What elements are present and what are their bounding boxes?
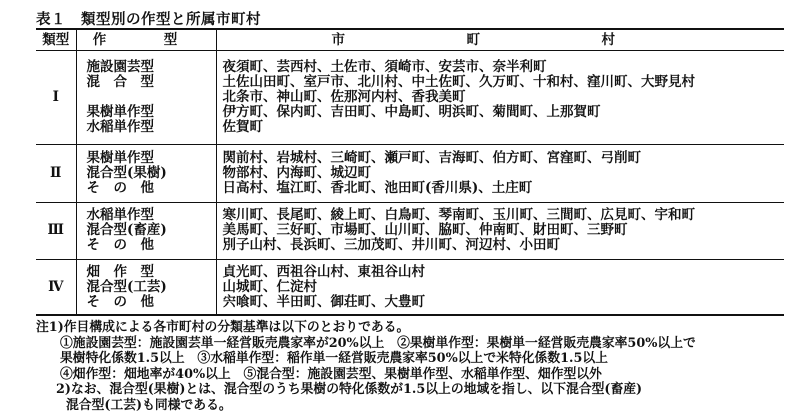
municipality-line: 物部村、内海町、城辺町 bbox=[222, 165, 371, 182]
table-title: 表１ 類型別の作型と所属市町村 bbox=[36, 11, 261, 28]
crop-line: 畑 作 型 bbox=[86, 263, 154, 280]
crop-cell bbox=[76, 260, 216, 315]
header-type: 類型 bbox=[36, 29, 76, 51]
group-row-2 bbox=[36, 145, 784, 202]
crop-line: 水稲単作型 bbox=[86, 119, 154, 136]
crop-line: 施設園芸型 bbox=[86, 59, 154, 76]
crop-line: そ の 他 bbox=[86, 237, 154, 254]
municipality-line: 北条市、神山町、佐那河内村、香我美町 bbox=[222, 89, 466, 106]
municipality-line: 宍喰町、半田町、御荘町、大豊町 bbox=[222, 293, 425, 310]
municipality-line: 佐賀町 bbox=[222, 119, 263, 136]
municipality-cell bbox=[216, 260, 784, 315]
crop-line: 果樹単作型 bbox=[86, 104, 154, 121]
crop-cell bbox=[76, 51, 216, 145]
footnote-line: 2)なお、混合型(果樹)とは、混合型のうち果樹の特化係数が1.5以上の地域を指し、以下混合型(畜産) bbox=[56, 382, 643, 398]
type-label: Ⅱ bbox=[36, 145, 76, 202]
municipality-line: 美馬町、三好町、市場町、山川町、脇町、仲南町、財田町、三野町 bbox=[222, 222, 628, 239]
footnotes bbox=[36, 320, 792, 414]
type-label: Ⅳ bbox=[36, 260, 76, 315]
municipality-line: 伊方町、保内町、吉田町、中島町、明浜町、菊間町、上那賀町 bbox=[222, 104, 601, 121]
municipality-line: 山城町、仁淀村 bbox=[222, 278, 317, 295]
classification-table bbox=[36, 28, 784, 316]
footnote-line: ①施設園芸型：施設園芸単一経営販売農家率が20%以上 ②果樹単作型：果樹単一経営販売農家率50%以上で bbox=[60, 335, 696, 351]
footnote-line: 果樹特化係数1.5以上 ③水稲単作型：稲作単一経営販売農家率50%以上で米特化係数1.5以上 bbox=[60, 351, 608, 367]
header-row bbox=[36, 29, 784, 51]
municipality-line: 夜須町、芸西村、土佐市、須崎市、安芸市、奈半利町 bbox=[222, 59, 547, 76]
type-label: Ⅲ bbox=[36, 202, 76, 259]
group-row-4 bbox=[36, 260, 784, 315]
crop-line: 混合型(工芸) bbox=[86, 278, 167, 295]
header-crop: 作 型 bbox=[76, 29, 216, 51]
group-row-1 bbox=[36, 51, 784, 145]
municipality-cell bbox=[216, 51, 784, 145]
municipality-line: 関前村、岩城村、三崎町、瀬戸町、吉海町、伯方町、宮窪町、弓削町 bbox=[222, 150, 641, 167]
municipality-cell bbox=[216, 202, 784, 259]
municipality-cell bbox=[216, 145, 784, 202]
footnote-line: 混合型(工芸)も同様である。 bbox=[66, 397, 232, 413]
crop-cell bbox=[76, 145, 216, 202]
footnote-line: 注1)作目構成による各市町村の分類基準は以下のとおりである。 bbox=[36, 320, 410, 335]
footnote-line: ④畑作型：畑地率が40%以上 ⑤混合型：施設園芸型、果樹単作型、水稲単作型、畑作型以外 bbox=[60, 366, 602, 382]
municipality-line: 日高村、塩江町、香北町、池田町(香川県)、土庄町 bbox=[222, 180, 533, 197]
crop-line: そ の 他 bbox=[86, 293, 154, 310]
crop-line bbox=[87, 90, 216, 105]
crop-line: 混 合 型 bbox=[86, 74, 154, 91]
crop-line: 果樹単作型 bbox=[86, 150, 154, 167]
municipality-line: 寒川町、長尾町、綾上町、白鳥町、琴南町、玉川町、三間町、広見町、宇和町 bbox=[222, 207, 695, 224]
crop-cell bbox=[76, 202, 216, 259]
municipality-line: 土佐山田町、室戸市、北川村、中土佐町、久万町、十和村、窪川町、大野見村 bbox=[222, 74, 695, 91]
municipality-line: 別子山村、長浜町、三加茂町、井川町、河辺村、小田町 bbox=[222, 237, 560, 254]
header-municipalities: 市 町 村 bbox=[216, 29, 784, 51]
crop-line: 混合型(果樹) bbox=[86, 165, 167, 182]
municipality-line: 貞光町、西祖谷山村、東祖谷山村 bbox=[222, 263, 425, 280]
crop-line: 混合型(畜産) bbox=[86, 222, 167, 239]
group-row-3 bbox=[36, 202, 784, 259]
crop-line: そ の 他 bbox=[86, 180, 154, 197]
crop-line: 水稲単作型 bbox=[86, 207, 154, 224]
type-label: Ⅰ bbox=[36, 51, 76, 145]
